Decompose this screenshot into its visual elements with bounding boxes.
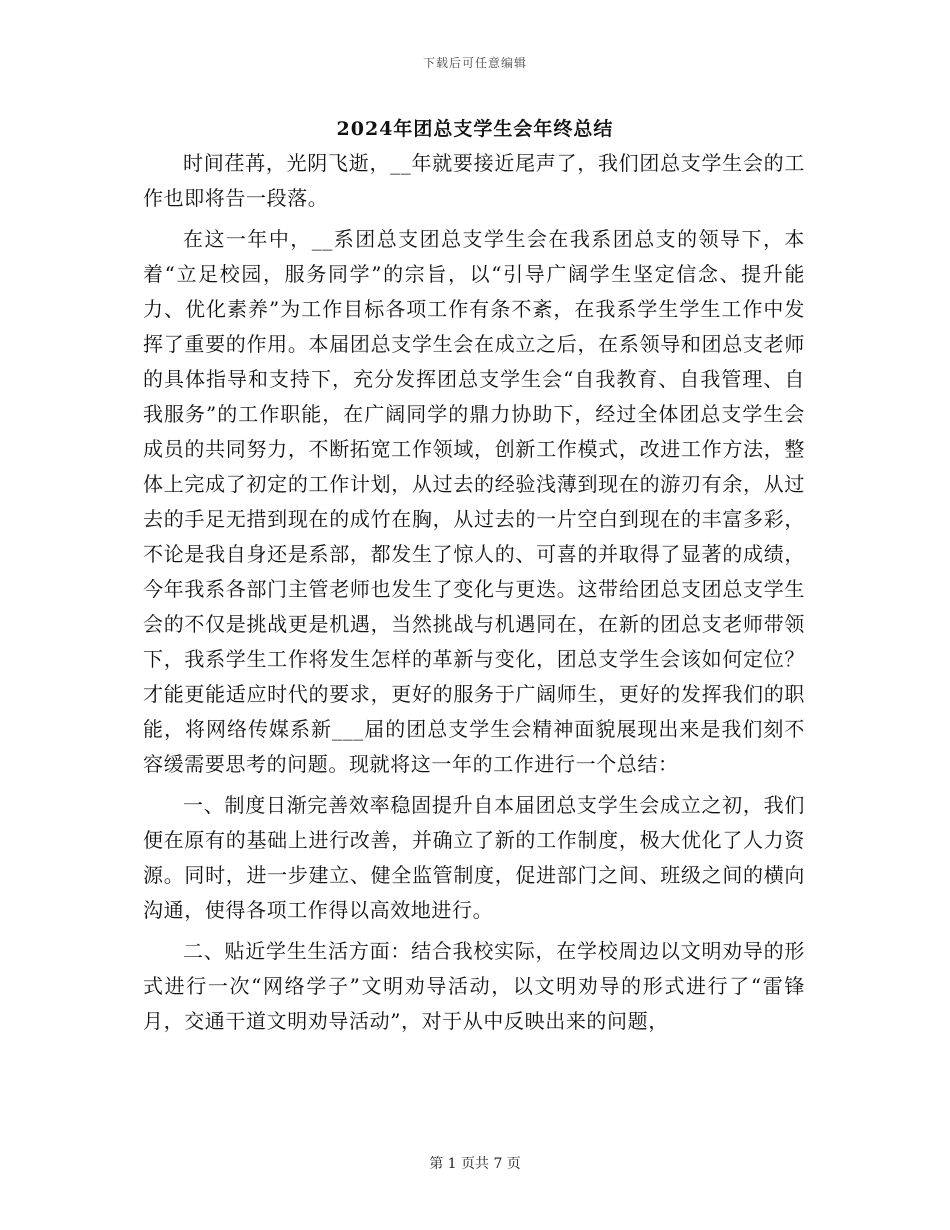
document-title: 2024年团总支学生会年终总结 <box>336 118 614 140</box>
page-indicator: 第 1 页共 7 页 <box>429 1156 521 1172</box>
paragraph-section-one: 一、制度日渐完善效率稳固提升自本届团总支学生会成立之初，我们便在原有的基础上进行改善，并确立了新的工作制度，极大优化了人力资源。同时，进一步建立、健全监管制度，促进部门之间、班级之间的横向沟通，使得各项工作得以高效地进行。 <box>143 793 805 922</box>
document-body <box>143 146 805 1039</box>
header-note: 下载后可任意编辑 <box>422 56 527 70</box>
paragraph-intro: 时间荏苒，光阴飞逝，__年就要接近尾声了，我们团总支学生会的工作也即将告一段落。 <box>143 151 805 210</box>
paragraph-overview: 在这一年中，__系团总支团总支学生会在我系团总支的领导下，本着“立足校园，服务同学”的宗旨，以“引导广阔学生坚定信念、提升能力、优化素养”为工作目标各项工作有条不紊，在我系学生学生工作中发挥了重要的作用。本届团总支学生会在成立之后，在系领导和团总支老师的具体指导和支持下，充分发挥团总支学生会“自我教育、自我管理、自我服务”的工作职能，在广阔同学的鼎力协助下，经过全体团总支学生会成员的共同努力，不断拓宽工作领域，创新工作模式，改进工作方法，整体上完成了初定的工作计划，从过去的经验浅薄到现在的游刃有余，从过去的手足无措到现在的成竹在胸，从过去的一片空白到现在的丰富多彩，不论是我自身还是系部，都发生了惊人的、可喜的并取得了显著的成绩，今年我系各部门主管老师也发生了变化与更迭。这带给团总支团总支学生会的不仅是挑战更是机遇，当然挑战与机遇同在，在新的团总支老师带领下，我系学生工作将发生怎样的革新与变化，团总支学生会该如何定位？才能更能适应时代的要求，更好的服务于广阔师生，更好的发挥我们的职能，将网络传媒系新___届的团总支学生会精神面貌展现出来是我们刻不容缓需要思考的问题。现就将这一年的工作进行一个总结： <box>143 227 805 776</box>
paragraph-section-two: 二、贴近学生生活方面：结合我校实际，在学校周边以文明劝导的形式进行一次“网络学子”文明劝导活动，以文明劝导的形式进行了“雷锋月，交通干道文明劝导活动”，对于从中反映出来的问题， <box>143 939 805 1033</box>
